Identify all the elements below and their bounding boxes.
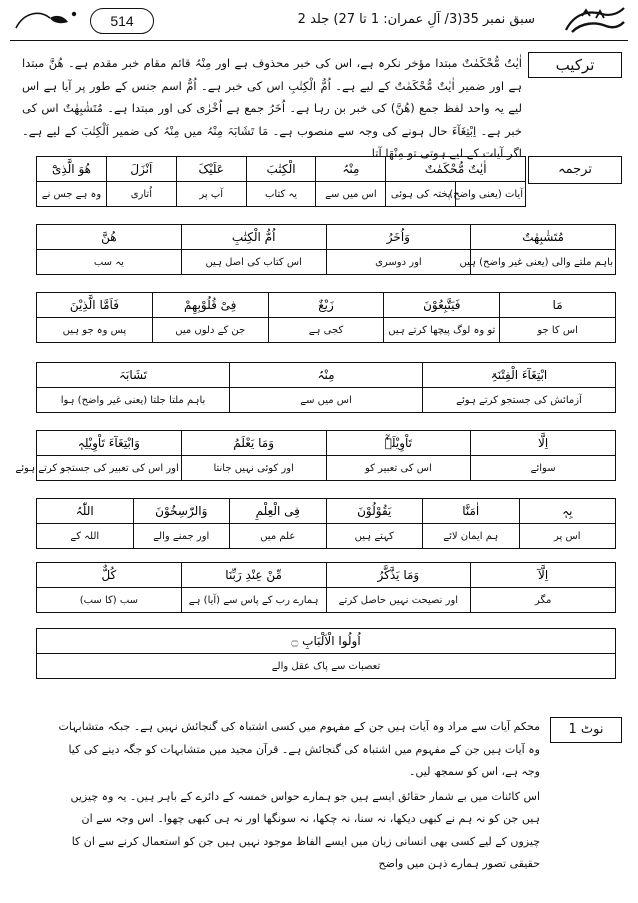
arabic-word-cell: الْکِتٰبَ [246,157,316,182]
arabic-word-cell: مَا [500,293,616,318]
translation-table [15,430,616,481]
tarkib-label: ترکیب [528,52,622,78]
arabic-word-cell: زَیْغٌ [268,293,384,318]
note-body [50,716,540,876]
urdu-meaning-cell: اور اس کی تعبیر کی جستجو کرتے ہوئے [37,456,182,481]
arabic-word-cell: فِیْ قُلُوْبِھِمْ [152,293,268,318]
note-label: نوٹ 1 [550,717,622,743]
urdu-meaning-cell: اس کتاب کی اصل ہیں [181,250,326,275]
urdu-meaning-cell: تو وہ لوگ پیچھا کرتے ہیں [384,318,500,343]
header-rule [10,40,628,41]
arabic-word-cell: فَیَتَّبِعُوْنَ [384,293,500,318]
arabic-word-cell: وَابْتِغَآءَ تَاْوِیْلِہٖ [37,431,182,456]
urdu-meaning-cell: اور کوئی نہیں جانتا [181,456,326,481]
urdu-meaning-cell: کہتے ہیں [326,524,423,549]
urdu-meaning-cell: پختہ کی ہوئی [386,182,456,207]
arabic-word-cell: مِنْہُ [230,363,423,388]
arabic-word-cell: ابْتِغَآءَ الْفِتْنَۃِ [423,363,616,388]
arabic-word-cell: اِلَّآ [471,563,616,588]
urdu-meaning-cell: آپ پر [176,182,246,207]
arabic-word-cell: اُمُّ الْکِتٰبِ [181,225,326,250]
urdu-meaning-cell: علم میں [230,524,327,549]
arabic-word-cell: یَقُوْلُوْنَ [326,499,423,524]
urdu-meaning-cell: اور دوسری [326,250,471,275]
urdu-meaning-cell: سوائے [471,456,616,481]
arabic-word-cell: اِلَّا [471,431,616,456]
arabic-word-cell: تَاْوِیْلَہٗٓ [326,431,471,456]
translation-table [36,292,616,343]
leaf-ornament [10,6,80,36]
arabic-word-cell: تَشَابَہَ [37,363,230,388]
arabic-word-cell: ھُنَّ [37,225,182,250]
urdu-meaning-cell: تعصبات سے پاک عقل والے [37,654,616,679]
urdu-meaning-cell: وہ ہے جس نے [37,182,107,207]
urdu-meaning-cell: اور جمنے والے [133,524,230,549]
arabic-word-cell: مُتَشٰبِھٰتٌ [471,225,616,250]
urdu-meaning-cell: اور نصیحت نہیں حاصل کرتے [326,588,471,613]
calligraphy-ornament [562,4,628,38]
urdu-meaning-cell: اللہ کے [37,524,134,549]
translation-table [36,628,616,679]
urdu-meaning-cell: جن کے دلوں میں [152,318,268,343]
arabic-word-cell: اللّٰہُ [37,499,134,524]
urdu-meaning-cell: آزمائش کی جستجو کرتے ہوئے [423,388,616,413]
translation-table [36,224,616,275]
urdu-meaning-cell: اُتاری [106,182,176,207]
page-header [0,0,638,44]
urdu-meaning-cell: اس کی تعبیر کو [326,456,471,481]
urdu-meaning-cell: ہمارے رب کے پاس سے (آیا) ہے [181,588,326,613]
arabic-word-cell: عَلَیْکَ [176,157,246,182]
urdu-meaning-cell: باہم ملتا جلتا (یعنی غیر واضح) ہوا [37,388,230,413]
page-number-badge: 514 [90,8,154,34]
urdu-meaning-cell: یہ کتاب [246,182,316,207]
translation-table [36,156,526,207]
urdu-meaning-cell: مگر [471,588,616,613]
arabic-word-cell: فَاَمَّا الَّذِیْنَ [37,293,153,318]
arabic-word-cell: وَالرّٰسِخُوْنَ [133,499,230,524]
urdu-meaning-cell: اس میں سے [230,388,423,413]
arabic-word-cell: اَنْزَلَ [106,157,176,182]
urdu-meaning-cell: یہ سب [37,250,182,275]
arabic-word-cell: وَاُخَرُ [326,225,471,250]
arabic-word-cell: ھُوَ الَّذِیْٓ [37,157,107,182]
translation-table [36,562,616,613]
arabic-word-cell: وَمَا یَذَّکَّرُ [326,563,471,588]
urdu-meaning-cell: اس پر [519,524,616,549]
arabic-word-cell: وَمَا یَعْلَمُ [181,431,326,456]
arabic-word-cell: اُولُوا الْاَلْبَابِ ۝ [37,629,616,654]
note-paragraph: محکم آیات سے مراد وہ آیات ہیں جن کے مفہوم میں کسی اشتباہ کی گنجائش نہیں ہے۔ جبکہ متشابہات وہ آیات ہیں جن کے مفہوم میں اشتباہ کی گنجائش ہے۔ قرآن مجید میں متشابہات کو جگہ دینے کی کیا وجہ ہے، اس کو سمجھ لیں۔ [58,720,540,778]
urdu-meaning-cell: اس میں سے [316,182,386,207]
note-paragraph: اس کائنات میں بے شمار حقائق ایسے ہیں جو ہمارے حواس خمسہ کے دائرے کے باہر ہیں۔ یہ وہ چیزیں ہیں جن کو نہ ہم نے کبھی دیکھا، نہ سنا، نہ چکھا، نہ سونگھا اور نہ ہی کبھی چھوا۔ اس وجہ سے ان چیزوں کے لیے کسی بھی انسانی زبان میں ایسے الفاظ موجود نہیں ہیں جن کو استعمال کرنے سے ان کا حقیقی تصور ہمارے ذہن میں واضح [70,789,540,870]
arabic-word-cell: اٰمَنَّا [423,499,520,524]
translation-table [36,498,616,549]
urdu-meaning-cell: آیات (یعنی واضح) [456,182,526,207]
arabic-word-cell: اٰیٰتٌ مُّحْکَمٰتٌ [386,157,526,182]
urdu-meaning-cell: اس کا جو [500,318,616,343]
arabic-word-cell: مِّنْ عِنْدِ رَبِّنَا [181,563,326,588]
arabic-word-cell: کُلٌّ [37,563,182,588]
translation-table [36,362,616,413]
urdu-meaning-cell: باہم ملتے والی (یعنی غیر واضح) ہیں [471,250,616,275]
arabic-word-cell: بِہٖ [519,499,616,524]
arabic-word-cell: فِی الْعِلْمِ [230,499,327,524]
urdu-meaning-cell: سب (کا سب) [37,588,182,613]
page-title: سبق نمبر 35(3/ آلِ عمران: 1 تا 27) جلد 2 [297,12,535,27]
urdu-meaning-cell: کجی ہے [268,318,384,343]
urdu-meaning-cell: ہم ایمان لائے [423,524,520,549]
tarjuma-label: ترجمہ [528,156,622,184]
arabic-word-cell: مِنْہُ [316,157,386,182]
urdu-meaning-cell: پس وہ جو ہیں [37,318,153,343]
tarkib-paragraph: اٰیٰتٌ مُّحْکَمٰتٌ مبتدا مؤخر نکرہ ہے، اس کی خبر محذوف ہے اور مِنْہُ قائم مقام خبر مقدم ہے۔ ھُنَّ مبتدا ہے اور ضمیر اٰیٰتٌ مُّحْکَمٰتٌ کے لیے ہے۔ اُمُّ الْکِتٰبِ اس کی خبر ہے۔ اُمُّ اسم جنس کے طور پر آیا ہے اس لیے یہ واحد لفظ جمع (ھُنَّ) کی خبر بن رہا ہے۔ اُخَرُ جمع ہے اُخْرٰی کی اور مبتدا ہے۔ مُتَشٰبِھٰتٌ اس کی خبر ہے۔ اِبْتِغَآءَ حال ہونے کی وجہ سے منصوب ہے۔ مَا تَشَابَہَ مِنْہُ میں مِنْہُ کی ضمیر اَلْکِتٰبَ کے لیے ہے۔ اگر آیات کے لیے ہوتی تو مِنْھَا آتا۔ [22,56,522,160]
